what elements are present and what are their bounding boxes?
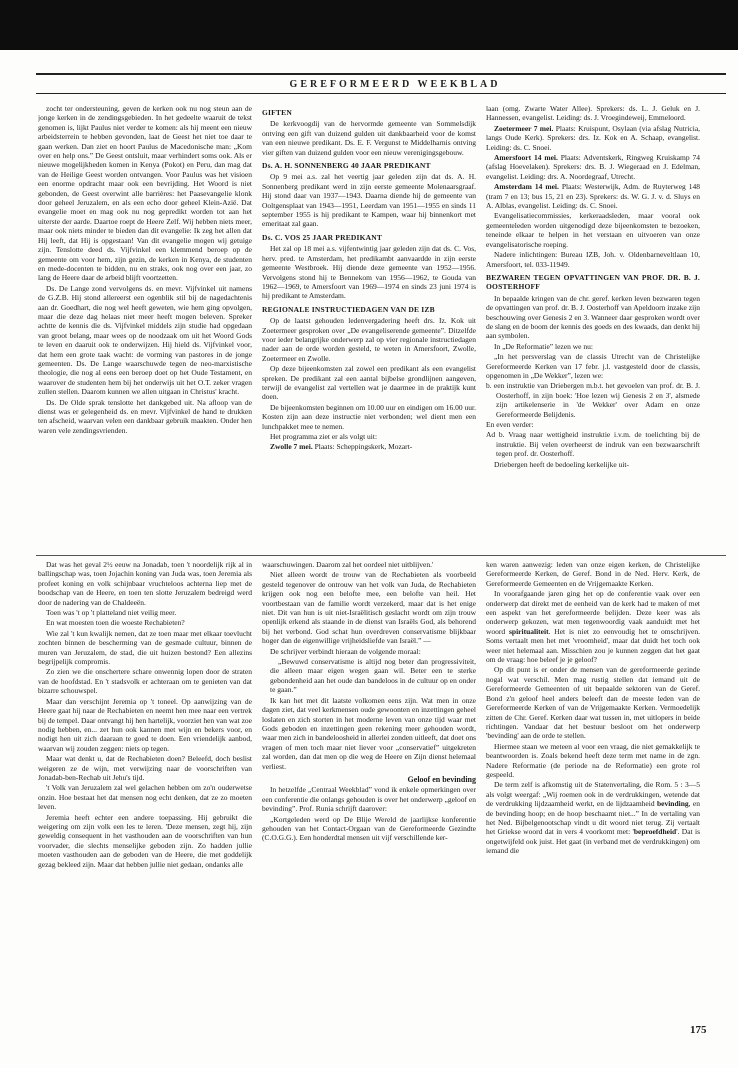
- section-heading-giften: GIFTEN: [262, 108, 292, 117]
- paragraph-text: In voorafgaande jaren ging het op de conferentie vaak over een onderwerp dat direkt met de eenheid van de kerk had te maken of met een aspekt van het gereformeerde belijden. Deze keer was als onderwerp gekozen, wat men tegenwoordig vaak aanduidt met het woord: [486, 589, 700, 636]
- paragraph: Hiermee staan we meteen al voor een vraag, die niet gemakkelijk te beantwoorden is. Zoals bekend heeft deze term met name in de zgn. Nadere Reformatie (de periode na de Reformatie) een grote rol gespeeld.: [486, 741, 700, 779]
- list-marker: b.: [486, 381, 492, 391]
- paragraph: waarschuwingen. Daarom zal het oordeel niet uitblijven.': [262, 560, 434, 569]
- paragraph: Dat was het geval 2½ eeuw na Jonadab, toen 't noordelijk rijk al in ballingschap was, toen Jojachin koning van Juda was, toen Jeremia als profeet koning en volk schijnbaar vruchteloos achterna liep met de boodschap van de Heere, en toen ten slotte Jeruzalem bedreigd werd door de nadering van de Chaldeeën.: [38, 560, 252, 607]
- paragraph: Op dit punt is er onder de mensen van de gereformeerde gezinde nogal wat verschil. Men mag rustig stellen dat iemand uit de Gereformeerde Gemeenten of uit bepaalde sektoren van de Geref. Bond z'n geloof heel anders beleeft dan de meeste leden van de Gereformeerde Kerken of van de Vrijgemaakte Kerken. Vermoedelijk zitten de Chr. Geref. Kerken daar wat tussen in, met uitlopers in beide richtingen. Vandaar dat het bestuur besloot om het onderwerp 'bevinding' aan de orde te stellen.: [486, 665, 700, 741]
- header-rule: [36, 73, 726, 75]
- paragraph: In „De Reformatie” lezen we nu:: [494, 341, 593, 351]
- paragraph: De schrijver verbindt hieraan de volgende moraal:: [270, 646, 421, 656]
- emphasis-term: spiritualiteit: [509, 626, 549, 636]
- paragraph: [486, 780, 700, 855]
- paragraph: Op de laatst gehouden ledenvergadering heeft drs. Iz. Kok uit Zoetermeer gesproken over „De evangeliserende gemeente”. Ditzelfde voor ieder belangrijke onderwerp zal op vier regionale instructiedagen nader aan de orde worden gesteld, te weten in Amersfoort, Zwolle, Zoetermeer en Zwolle.: [262, 316, 476, 363]
- column-bottom-left: [38, 560, 252, 1010]
- section-heading-vos: Ds. C. VOS 25 JAAR PREDIKANT: [262, 232, 383, 242]
- list-item: [486, 381, 700, 419]
- paragraph: Evangelisatiecommissies, kerkeraadsleden, maar vooral ook gemeenteleden worden uitgenodigd deze bijeenkomsten te bezoeken, teneinde elkaar te helpen in het verstaan en uitvoeren van onze evangelisatorische roeping.: [486, 211, 700, 249]
- section-divider: [36, 555, 726, 556]
- section-heading-izb: REGIONALE INSTRUCTIEDAGEN VAN DE IZB: [262, 304, 435, 314]
- paragraph: Maar wat denkt u, dat de Rechabieten doen? Beleefd, doch beslist weigeren ze de wijn, met verwijzing naar de voorschriften van Jonadab-ben-Rechab uit Jehu's tijd.: [38, 754, 252, 782]
- paragraph: [486, 589, 700, 664]
- paragraph: Jeremia heeft echter een andere toepassing. Hij gebruikt die weigering om zijn volk een les te leren. 'Deze mensen, zegt hij, zijn geweldig consequent in het vasthouden aan de voorschriften van hun voorvader, die slechts menselijke geboden zijn. Zo hadden jullie moeten vasthouden aan de geboden van de Heere, die met goddelijk gezag bekleed zijn. Maar dat hebben jullie niet gedaan, ondanks alle: [38, 812, 252, 869]
- paragraph: ken waren aanwezig: leden van onze eigen kerken, de Christelijke Gereformeerde Kerken, de Geref. Bond in de Ned. Herv. Kerk, de Gereformeerde Gemeenten en de Vrijgemaakte Kerken.: [486, 560, 700, 588]
- paragraph: Ik kan het met dit laatste volkomen eens zijn. Wat men in onze dagen ziet, dat veel kerkmensen oude gewoonten en inzettingen geheel loslaten en zich storten in het moderne leven van onze tijd waar met Gods geboden en inzettingen geen rekening meer gehouden wordt, waar men zich in bandeloosheid in allerlei zonden uitleeft, dat doet ons vragen of men toch maar niet liever voor „conservatief” uitgekreten zal worden, dan dat men op die weg de Heere en Zijn dienst helemaal verliest.: [262, 695, 476, 771]
- emphasis-term: bevinding: [656, 799, 689, 809]
- paragraph: [486, 182, 700, 210]
- paragraph: En even verder:: [486, 420, 534, 429]
- paragraph: 't Volk van Jeruzalem zal wel gelachen hebben om zo'n ouderwetse onzin. Hoe bestaat het dat mensen nog echt denken, dat ze zo moeten leven.: [38, 783, 252, 812]
- paragraph-text: Plaats: Scheppingskerk, Mozart-: [314, 442, 413, 452]
- paragraph: laan (omg. Zwarte Water Allee). Sprekers: ds. L. J. Geluk en J. Hannessen, evangelist. Leiding: ds. J. Vroegindeweij, Emmeloord.: [486, 104, 700, 123]
- paragraph: Wie zal 't kun kwalijk nemen, dat ze toen maar met elkaar toevlucht zochten binnen de bescherming van de gesmade cultuur, binnen de muren van Jeruzalem, de stad, die uit huizen bestond? Een allezins begrijpelijk compromis.: [38, 628, 252, 667]
- paragraph: Op deze bijeenkomsten zal zowel een predikant als een evangelist spreken. De predikant zal een aantal bijbelse grondlijnen aangeven, terwijl de evangelist zal vertellen wat je daarmee in de praktijk kunt doen.: [262, 364, 476, 402]
- header-rule-lower: [36, 93, 726, 94]
- paragraph: Ds. De Olde sprak tenslotte het dankgebed uit. Na afloop van de dienst was er gelegenheid ds. en mevr. Vijfvinkel de hand te drukken ten afscheid, waarvan velen een dankbaar gebruik maakten. Onder hen waren vele zendingsvrienden.: [38, 397, 252, 435]
- date-label: Amsterdam 14 mei.: [494, 182, 559, 192]
- paragraph-text: Plaats: Kruispunt, Osylaan (via afslag Nutricia, langs Oude Kerk). Sprekers: drs. Iz. Kok en A. Schaap, evangelist. Leiding: ds. C. Snoei.: [486, 123, 700, 152]
- paragraph: [486, 153, 700, 181]
- section-heading-sonnenberg: Ds. A. H. SONNENBERG 40 JAAR PREDIKANT: [262, 161, 431, 171]
- paragraph: Driebergen heeft de bedoeling kerkelijke uit-: [494, 459, 630, 469]
- paragraph-text: Plaats: Westerwijk, Adm. de Ruyterweg 148 (tram 7 en 13; bus 15, 21 en 23). Sprekers: ds. W. G. J. v. d. Sluys en A. Alblas, evangelist. Leiding: ds. C. Snoei.: [486, 182, 700, 211]
- list-text: Vraag naar wettigheid instruktie i.v.m. de toelichting bij de instruktie. Bij velen overheerst de indruk van een bezwaarschrift tegen prof. dr. Oosterhoff.: [496, 430, 700, 459]
- date-label: Zoetermeer 7 mei.: [494, 123, 554, 133]
- subheading-geloof-en-bevinding: Geloof en bevinding: [407, 774, 476, 784]
- paragraph-text: . Het is niet zo eenvoudig het te omschrijven. Soms vertaalt men het met 'vroomheid', maar dat duidt het toch ook weer niet helemaal aan. Misschien zou je kunnen zeggen dat het gaat om de vraag: hoe beleef je je geloof?: [486, 626, 700, 665]
- paragraph-text: De term zelf is afkomstig uit de Statenvertaling, die Rom. 5 : 3—5 als volgt weergaf: „Wij roemen ook in de verdrukkingen, wetende dat de verdrukking lijdzaamheid werkt, en de lijdzaamheid: [486, 780, 700, 809]
- column-top-middle: [262, 104, 476, 554]
- section-heading-bezwaren: BEZWAREN TEGEN OPVATTINGEN VAN PROF. DR. B. J. OOSTERHOFF: [486, 272, 700, 292]
- paragraph-text: '. Dat is ongetwijfeld ook juist. Het gaat (in verband met de verdrukkingen) om iemand die: [486, 827, 700, 856]
- paragraph: Zo zien we die onschertere schare onwennig lopen door de straten van de hoofdstad. En 't stadsvolk er achteraan om te genieten van dat bizarre schouwspel.: [38, 667, 252, 696]
- column-top-left: [38, 104, 252, 554]
- paragraph: De kerkvoogdij van de hervormde gemeente van Sommelsdijk ontving een gift van duizend gulden uit dankbaarheid voor de komst van een nieuwe predikant. Ds. E. F. Vergunst te Middelharnis ontving vier giften van duizend gulden voor een nieuw verenigingsgebouw.: [262, 119, 476, 157]
- paragraph: De bijeenkomsten beginnen om 10.00 uur en eindigen om 16.00 uur. Kosten zijn aan deze instructie niet verbonden; wel dient men een lunchpakket mee te nemen.: [262, 402, 476, 431]
- paragraph: Op 9 mei a.s. zal het veertig jaar geleden zijn dat ds. A. H. Sonnenberg predikant werd in zijn eerste gemeente Molenaarsgraaf. Hij stond daar van 1937—1943. Daarna diende hij de gemeente van Ooltgensplaat van 1943—1951, Leerdam van 1951—1955 en sinds 11 september 1955 is hij predikant te Kampen, waar hij binnenkort met emeritaat zal gaan.: [262, 172, 476, 229]
- paragraph: In bepaalde kringen van de chr. geref. kerken leven bezwaren tegen de opvattingen van prof. dr. B. J. Oosterhoff van Apeldoorn inzake zijn beschouwing over Genesis 2 en 3. Wanneer daar gesproken wordt over de slang en de boom der kennis des goeds en des kwaads, dan denkt hij aan symbolen.: [486, 293, 700, 341]
- paragraph-text: , en de bevinding hoop; en de hoop beschaamt niet...” In de vertaling van het Ned. Bijbelgenootschap vindt u dit woord niet terug. Zij vertaalt het Griekse woord dat in vers 4 voorkomt met: ': [486, 799, 700, 837]
- paragraph: Niet alleen wordt de trouw van de Rechabieten als voorbeeld gesteld tegenover de ontrouw van het volk van Juda, de Rechabieten krijgen ook nog een belofte mee, een belofte van heil. Het voortbestaan van de familie wordt verzekerd, maar dat is het enige niet. Dit van hun is uit niet-Israëlitisch geslacht wordt om zijn trouw openlijk erkend als staande in de dienst van Israëls God, als behorend bij het verbond. God schat hun overdreven conservatisme blijkbaar hoger dan de eigenwillige vrijheidsliefde van Israël.” —: [262, 570, 476, 646]
- page-number: 175: [690, 1024, 707, 1036]
- paragraph-text: Plaats: Adventskerk, Ringweg Kruiskamp 74 (afslag Hoevelaken). Sprekers: drs. B. J. Wiegeraad en J. Edelman, evangelist. Leiding: drs. A. Noordegraaf, Utrecht.: [486, 153, 700, 181]
- running-head: GEREFORMEERD WEEKBLAD: [289, 79, 501, 90]
- date-label: Amersfoort 14 mei.: [494, 153, 558, 163]
- paragraph: „In het persverslag van de classis Utrecht van de Christelijke Gereformeerde Kerken van 17 febr. j.l. vastgesteld door de classis, opgenomen in „De Wekker”, lezen we:: [486, 352, 700, 380]
- scan-border: [0, 0, 738, 50]
- list-item: [486, 430, 700, 458]
- date-label: Zwolle 7 mei.: [270, 442, 313, 452]
- list-marker: Ad b.: [486, 430, 505, 440]
- paragraph: Ds. De Lange zond vervolgens ds. en mevr. Vijfvinkel uit namens de G.Z.B. Hij stond allereerst een ogenblik stil bij de nagedachtenis aan dr. Goedhart, die nog wel heeft geweten, wie hem ging opvolgen, maar die deze dag helaas niet meer heeft mogen beleven. Spreker achtte de kennis die ds. Vijfvinkel middels zijn studie had opgedaan van groot belang, maar wees op de noodzaak om uit het Woord Gods te leven en daaruit ook te onderwijzen. Hij hield ds. Vijfvinkel voor, dat hem een grote taak wacht: de vorming van pastores in de jonge gemeenten. Ds. De Lange waarschuwde tegen de neo-marxistische theologie, die nog al eens een beroep doet op het Oude Testament, en waarover de studenten hem bij het onderwijs uit het O.T. zeker vragen zullen stellen. Daarom kunnen we allen uitgaan in Christus' kracht.: [38, 283, 252, 397]
- paragraph: Nadere inlichtingen: Bureau IZB, Joh. v. Oldenbarneveltlaan 10, Amersfoort, tel. 033-11949.: [486, 250, 700, 269]
- paragraph: Het programma ziet er als volgt uit:: [270, 432, 378, 441]
- quote-paragraph: „Bewuwd conservatisme is altijd nog beter dan progressiviteit, die alleen maar eigen wegen gaan wil. Beter een te sterke gebondenheid aan het oude dan bandeloos in de cultuur op en onder te gaan.”: [270, 657, 476, 695]
- paragraph: zocht ter ondersteuning, geven de kerken ook nu nog steun aan de jonge kerken in de zendingsgebieden. In het gedeelte waaruit de tekst genomen is, lijkt Paulus niet verder te komen: als hij meent een nieuw arbeidsterrein te hebben gevonden, laat de Geest het niet toe daar te gaan werken. Dan ziet en hoort Paulus de Macedonische man: „Kom over en help ons.” De Geest ontsluit, maar verhindert soms ook. Als er nieuwe mogelijkheden komen in Kenya (Pokot) en Peru, dan mag dat van de Heilige Geest worden ontvangen. Voor Paulus was het visioen een enorme opdracht maar ook een bevrijding. Het Woord is niet gebonden, de Geest overwint alle barrières: het Paasevangelie klonk door geheel Jeruzalem, en als een echo door geheel Klein-Azië. Dat evangelie moet en mag ook nu nog gepredikt worden tot aan het uiterste der aarde. Daartoe roept de Heere Zelf. Wij hebben niets meer, maar ook niets minder te bieden dan dit evangelie: Ik zeg het allen dat Hij leeft, dat Hij is opgestaan! Van dit evangelie mogen wij getuige zijn. Tenslotte deed ds. Vijfvinkel een klemmend beroep op de gemeente om voor hem, zijn gezin, de kerken in Kenya, de studenten en mede-docenten te bidden, nu en straks, ook nog over een jaar, zo lang de Heere daar de arbeid blijft voortzetten.: [38, 104, 252, 283]
- paragraph: [486, 124, 700, 152]
- paragraph: En wat moesten toen die woeste Rechabieten?: [46, 618, 185, 628]
- paragraph: „Kortgeleden werd op De Blije Wereld de jaarlijkse konferentie gehouden van het Contact-Orgaan van de Gereformeerde Gezindte (C.O.G.G.). Een honderdtal mensen uit vijf verschillende ker-: [262, 814, 476, 843]
- paragraph: [262, 442, 476, 451]
- column-top-right: [486, 104, 700, 554]
- paragraph: Toen was 't op 't platteland niet veilig meer.: [46, 608, 177, 618]
- paragraph: Maar dan verschijnt Jeremia op 't toneel. Op aanwijzing van de Heere gaat hij naar de Rechabieten en neemt hen mee naar een vertrek bij de tempel. Daar ontvangt hij hen hartelijk, voorziet hen van wat zoe nodig hebben, en... zet hun ook kannen met wijn en bekers voor, en nodigt hen uit zich daaraan te goed te doen. Een vriendelijk aanbod, waarvan wij zouden zeggen: niets op tegen.: [38, 696, 252, 753]
- list-text: een instruktie van Driebergen m.b.t. het gevoelen van prof. dr. B. J. Oosterhoff, in zijn boek: 'Hoe lezen wij Genesis 2 en 3', alsmede zijn artikelenserie in 'de Wekker' over Adam en onze Gereformeerde Belijdenis.: [493, 381, 700, 419]
- emphasis-term: beproefdheid: [633, 827, 677, 837]
- column-bottom-middle: [262, 560, 476, 1010]
- paragraph: In hetzelfde „Centraal Weekblad” vond ik enkele opmerkingen over een conferentie die onlangs gehouden is over het onderwerp „geloof en bevinding”. Prof. Runia schrijft daarover:: [262, 785, 476, 814]
- column-bottom-right: [486, 560, 700, 1015]
- paragraph: Het zal op 18 mei a.s. vijfentwintig jaar geleden zijn dat ds. C. Vos, herv. pred. te Amsterdam, het predikambt aanvaardde in zijn eerste gemeente Westbroek. Hij diende deze gemeente van 1952—1956. Vervolgens stond hij te Bennekom van 1956—1962, te Gouda van 1962—1969, te Amersfoort van 1969—1974 en sinds 23 juni 1974 is hij predikant te Amsterdam.: [262, 244, 476, 301]
